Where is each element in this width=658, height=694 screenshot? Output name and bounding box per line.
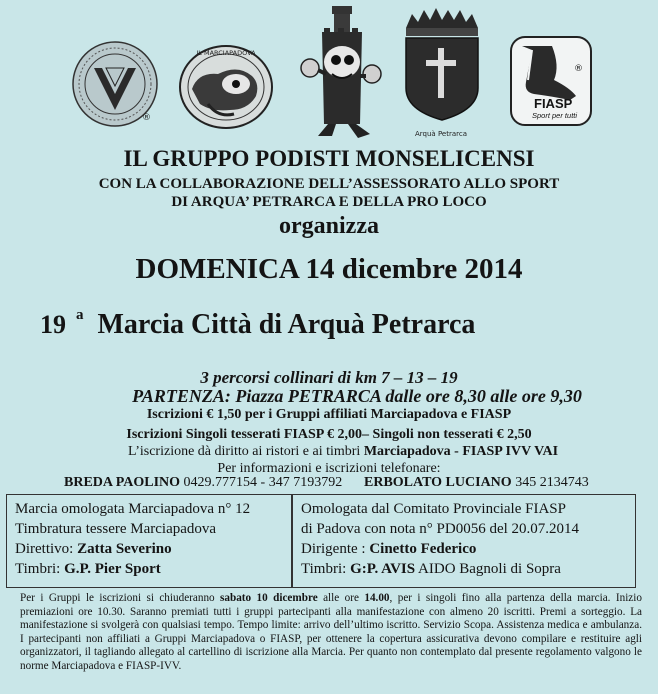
routes-info: 3 percorsi collinari di km 7 – 13 – 19	[200, 368, 458, 387]
ivv-logo	[70, 40, 160, 128]
fiasp-tagline: Sport per tutti	[532, 111, 578, 120]
race-edition-suffix: a	[76, 307, 84, 323]
collaboration-line-2: DI ARQUA’ PETRARCA E DELLA PRO LOCO	[171, 194, 487, 210]
fee-rights-stamps: Marciapadova - FIASP IVV VAI	[363, 444, 559, 459]
fee-singles: Iscrizioni Singoli tesserati FIASP € 2,00– Singoli non tesserati € 2,50	[126, 427, 532, 442]
organizer-title: IL GRUPPO PODISTI MONSELICENSI	[123, 146, 535, 171]
homologation-box-left	[6, 494, 292, 588]
contact-breda	[64, 475, 342, 491]
timbri-left-label: Timbri:	[15, 561, 65, 577]
organizza-heading: organizza	[279, 213, 379, 239]
tower-mascot-logo	[288, 4, 382, 140]
reg-part-3: , per i singoli fino alla partenza della marcia. Inizio premiazioni ore 10.30. Saranno premiati tutti i gruppi partecipanti alla manifestazione con almeno 20 iscritti. Premi a sorteggio. La manifestazione si svolgerà con qualsiasi tempo. Tempo limite: arrivo dell’ultimo iscritto. Servizio Scopa. Assistenza medica e ambulanza. I partecipanti non affiliati a Gruppi Marciapadova o FIASP, per ottenere la copertura assicurativa devono compilare e restituire agli organizzatori, il tagliando allegato al cartellino di iscrizione alla Marcia. Per quanto non contemplato dal presente regolamento valgono le norme Marciapadova e FIASP-IVV.	[20, 592, 642, 672]
timbri-left-row	[15, 559, 283, 579]
timbri-right-value: G:P. AVIS	[350, 561, 416, 577]
contact-breda-name: BREDA PAOLINO	[64, 475, 181, 490]
contact-breda-phone: 0429.777154 - 347 7193792	[180, 475, 343, 490]
contact-erbolato	[364, 475, 589, 491]
timbri-right-row	[301, 559, 627, 579]
marciapadova-logo	[178, 44, 274, 130]
race-title	[40, 309, 475, 341]
info-phone-heading: Per informazioni e iscrizioni telefonare:	[217, 461, 441, 476]
homologation-box-right	[292, 494, 636, 588]
direttivo-label: Direttivo:	[15, 541, 78, 557]
stamp-info: Timbratura tessere Marciapadova	[15, 521, 217, 537]
arqua-caption: Arquà Petrarca	[415, 130, 467, 138]
race-edition: 19	[40, 310, 66, 339]
timbri-right-label: Timbri:	[301, 561, 351, 577]
direttivo-value: Zatta Severino	[77, 541, 172, 557]
dirigente-label: Dirigente :	[301, 541, 370, 557]
contact-erbolato-name: ERBOLATO LUCIANO	[364, 475, 512, 490]
fiasp-logo	[510, 36, 592, 126]
race-name: Marcia Città di Arquà Petrarca	[97, 309, 476, 340]
fee-groups	[0, 407, 658, 423]
regulations-text	[20, 592, 642, 674]
direttivo-row	[15, 539, 283, 559]
fee-rights-text: L’iscrizione dà diritto ai ristori e ai timbri	[127, 444, 364, 459]
homologation-fiasp: Omologata dal Comitato Provinciale FIASP	[301, 501, 566, 517]
homologation-note: di Padova con nota n° PD0056 del 20.07.2014	[301, 521, 580, 537]
reg-part-1: Per i Gruppi le iscrizioni si chiuderanno	[20, 592, 221, 604]
arqua-petrarca-coat-of-arms	[398, 4, 484, 144]
reg-closing-date: sabato 10 dicembre	[220, 592, 318, 604]
homologation-marciapadova: Marcia omologata Marciapadova n° 12	[15, 501, 251, 517]
marciapadova-logo-text: IL MARCIAPADOVA	[196, 49, 256, 57]
reg-closing-time: 14.00	[364, 592, 390, 604]
event-date: DOMENICA 14 dicembre 2014	[135, 253, 523, 285]
dirigente-value: Cinetto Federico	[369, 541, 477, 557]
fee-groups-text: Iscrizioni € 1,50 per i Gruppi affiliati	[146, 407, 371, 422]
reg-part-2: alle ore	[317, 592, 365, 604]
fiasp-registered: ®	[574, 64, 583, 74]
fee-groups-affiliates: Marciapadova e FIASP	[370, 407, 512, 422]
start-info: PARTENZA: Piazza PETRARCA dalle ore 8,30 alle ore 9,30	[132, 386, 582, 406]
timbri-right-rest: AIDO Bagnoli di Sopra	[415, 561, 561, 577]
collaboration-line: CON LA COLLABORAZIONE DELL’ASSESSORATO ALLO SPORT	[98, 176, 560, 192]
dirigente-row	[301, 539, 627, 559]
registered-mark: ®	[142, 113, 151, 123]
fiasp-logo-text: FIASP	[534, 96, 573, 111]
fee-rights	[14, 444, 658, 460]
timbri-left-value: G.P. Pier Sport	[64, 561, 161, 577]
contact-erbolato-phone: 345 2134743	[511, 475, 589, 490]
